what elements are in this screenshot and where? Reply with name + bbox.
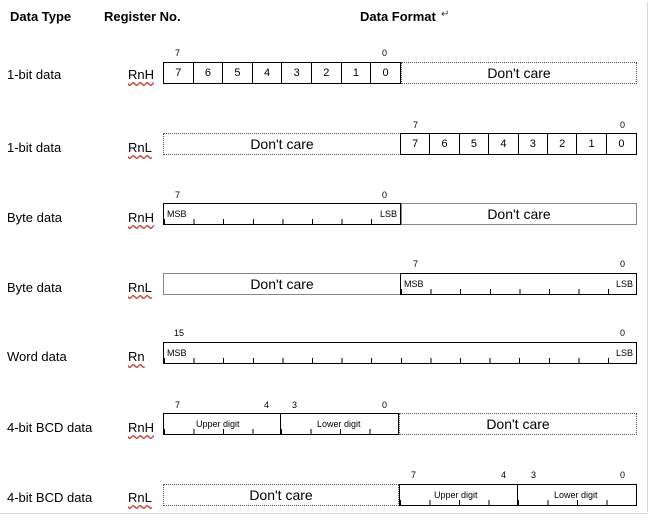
row6-data-type: 4-bit BCD data (7, 420, 93, 435)
header-register-no: Register No. (104, 9, 181, 24)
row7-dont-care-label: Don't care (249, 487, 313, 503)
row3-dont-care-label: Don't care (487, 206, 551, 222)
row7-lower-ticks (518, 500, 636, 505)
row3-byte-field (163, 203, 401, 225)
row1-data-type: 1-bit data (7, 67, 62, 82)
row5-lsb: LSB (615, 348, 633, 358)
row4-byte-field (400, 273, 637, 295)
row2-bit-cell: 1 (577, 134, 606, 154)
row2-bit-cell: 4 (489, 134, 518, 154)
row4-msb: MSB (404, 279, 424, 289)
row2-bit-low: 0 (620, 120, 626, 130)
row6-lower-ticks (281, 429, 398, 434)
row4-dont-care-label: Don't care (250, 276, 314, 292)
row2-dont-care-label: Don't care (250, 136, 314, 152)
row5-bit-low: 0 (620, 328, 626, 338)
row7-data-type: 4-bit BCD data (7, 490, 93, 505)
row1-bit-cell: 1 (342, 63, 372, 83)
row2-bit-cell: 7 (401, 134, 430, 154)
row5-word-field (163, 342, 637, 364)
row5-bit-high: 15 (174, 328, 185, 338)
row4-bit-high: 7 (413, 259, 419, 269)
row6-upper-digit: Upper digit (196, 419, 240, 429)
row3-bit-high: 7 (175, 190, 181, 200)
row2-dont-care (163, 133, 401, 155)
row2-register: RnL (128, 140, 152, 155)
row2-bit-cell: 6 (430, 134, 459, 154)
row5-data-type: Word data (7, 349, 67, 364)
row6-bit-0: 0 (382, 400, 388, 410)
row3-lsb: LSB (379, 209, 397, 219)
row5-register: Rn (128, 349, 145, 364)
row1-bit-cell: 6 (194, 63, 224, 83)
row2-bit-high: 7 (413, 120, 419, 130)
row5-bit-ticks (164, 358, 636, 363)
row6-dont-care-label: Don't care (486, 416, 550, 432)
row7-dont-care (163, 484, 399, 506)
row1-bit-cell: 0 (382, 67, 389, 79)
row7-lower-digit-field (517, 484, 637, 506)
frame-right-border (647, 2, 648, 512)
row7-lower-digit: Lower digit (554, 490, 598, 500)
row6-bit-3: 3 (292, 400, 298, 410)
row6-lower-digit: Lower digit (317, 419, 361, 429)
row2-bit-cell: 5 (460, 134, 489, 154)
row7-upper-digit-field (399, 484, 518, 506)
row2-bit-cell: 0 (618, 138, 625, 150)
row7-bit-3: 3 (531, 470, 537, 480)
row4-dont-care (163, 273, 401, 295)
row1-bit-cell: 2 (312, 63, 342, 83)
row4-register: RnL (128, 280, 152, 295)
row1-bit-field (163, 62, 401, 84)
row1-dont-care-label: Don't care (487, 65, 551, 81)
row6-upper-digit-field (163, 413, 281, 435)
header-data-type: Data Type (10, 9, 72, 24)
row7-bit-7: 7 (411, 470, 417, 480)
row2-data-type: 1-bit data (7, 140, 62, 155)
row4-bit-ticks (401, 289, 636, 294)
row6-bit-7: 7 (175, 400, 181, 410)
row1-register: RnH (128, 67, 155, 82)
row2-bit-cell: 3 (519, 134, 548, 154)
row6-lower-digit-field (280, 413, 399, 435)
row7-bit-0: 0 (620, 470, 626, 480)
row6-upper-ticks (164, 429, 280, 434)
row2-bit-cell: 2 (548, 134, 577, 154)
row3-bit-low: 0 (382, 190, 388, 200)
row3-data-type: Byte data (7, 210, 62, 225)
row1-bit-cell: 5 (223, 63, 253, 83)
paragraph-mark: ↵ (441, 9, 450, 20)
row1-bit-cell: 3 (282, 63, 312, 83)
row4-lsb: LSB (615, 279, 633, 289)
row3-register: RnH (128, 210, 155, 225)
header-data-format: Data Format (360, 9, 436, 24)
row7-bit-4: 4 (501, 470, 507, 480)
row3-dont-care (401, 203, 637, 225)
row1-bit-cell: 4 (253, 63, 283, 83)
row1-bit-low: 0 (382, 48, 388, 58)
row4-bit-low: 0 (620, 259, 626, 269)
frame-bottom-border (0, 513, 648, 514)
row2-bit-field (400, 133, 637, 155)
row1-bit-high: 7 (175, 48, 181, 58)
row7-register: RnL (128, 490, 152, 505)
row3-bit-ticks (164, 219, 400, 224)
row3-msb: MSB (167, 209, 187, 219)
row4-data-type: Byte data (7, 280, 62, 295)
row7-upper-digit: Upper digit (434, 490, 478, 500)
row6-dont-care (399, 413, 637, 435)
row5-msb: MSB (167, 348, 187, 358)
row6-register: RnH (128, 420, 155, 435)
row1-bit-cell: 7 (164, 63, 194, 83)
row1-dont-care (401, 62, 637, 84)
row7-upper-ticks (400, 500, 517, 505)
row6-bit-4: 4 (264, 400, 270, 410)
